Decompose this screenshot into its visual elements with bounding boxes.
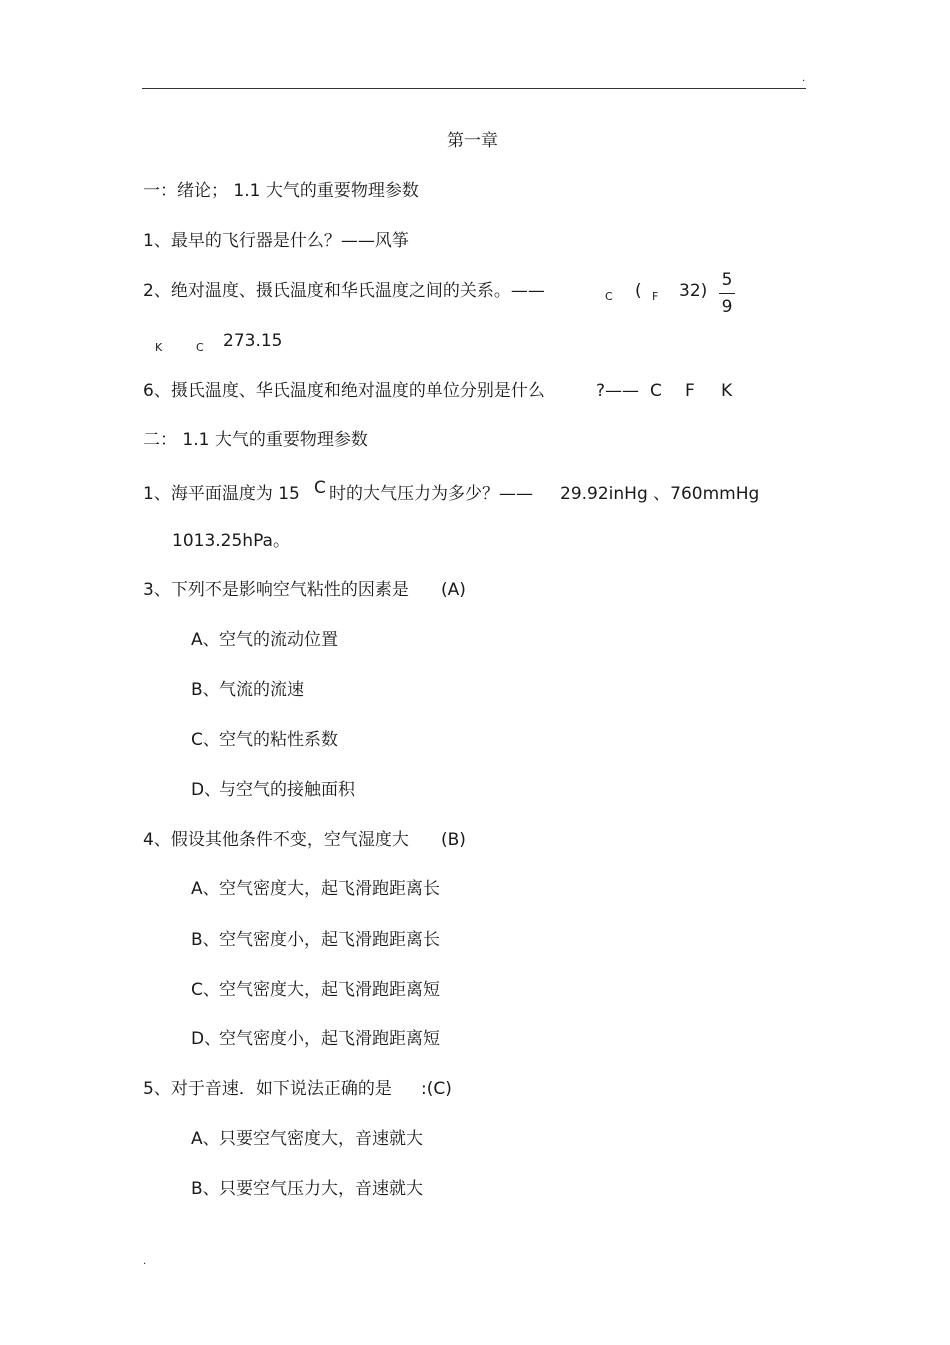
formula-sub-f: F: [652, 290, 659, 303]
option-text: 与空气的接触面积: [219, 780, 355, 800]
option-text: 空气密度大，起飞滑跑距离长: [219, 879, 440, 899]
formula-sub-k: K: [155, 341, 163, 354]
question-3: 3、下列不是影响空气粘性的因素是: [143, 580, 409, 600]
formula-value-32: 32): [679, 281, 708, 301]
chapter-title: 第一章: [447, 131, 498, 151]
section2-heading: 二： 1.1 大气的重要物理参数: [143, 430, 368, 450]
option-letter: A、: [191, 879, 220, 899]
question-6: 6、摄氏温度、华氏温度和绝对温度的单位分别是什么: [143, 381, 545, 401]
unit-kelvin: K: [721, 381, 733, 401]
option-text: 空气密度大，起飞滑跑距离短: [219, 980, 440, 1000]
question-4-answer: (B): [441, 830, 466, 850]
fraction-bar: [719, 293, 735, 294]
unit-celsius: C: [650, 381, 662, 401]
question-5-answer: :(C): [421, 1079, 452, 1099]
question-1b-answer-2: 1013.25hPa。: [172, 531, 290, 551]
unit-fahrenheit: F: [685, 381, 695, 401]
section1-heading: 一：绪论； 1.1 大气的重要物理参数: [143, 181, 419, 201]
question-3-answer: (A): [441, 580, 466, 600]
question-4: 4、假设其他条件不变，空气湿度大: [143, 830, 409, 850]
formula-sub-c: C: [605, 290, 613, 303]
option-text: 空气的流动位置: [219, 630, 338, 650]
question-1b-post: 时的大气压力为多少？——: [329, 484, 533, 504]
option-text: 空气密度小，起飞滑跑距离短: [219, 1029, 440, 1049]
option-text: 空气密度小，起飞滑跑距离长: [219, 930, 440, 950]
header-rule: [142, 88, 806, 89]
option-letter: A、: [191, 1129, 220, 1149]
option-letter: B、: [191, 930, 220, 950]
option-letter: B、: [191, 680, 220, 700]
fraction-numerator: 5: [721, 270, 733, 290]
question-2: 2、绝对温度、摄氏温度和华氏温度之间的关系。——: [143, 281, 545, 301]
formula-value-273: 273.15: [223, 331, 283, 351]
header-corner-mark: .: [802, 73, 806, 84]
option-letter: A、: [191, 630, 220, 650]
question-1b-pre: 1、海平面温度为 15: [143, 484, 300, 504]
option-text: 空气的粘性系数: [219, 730, 338, 750]
question-1b-answer-1: 29.92inHg 、760mmHg: [560, 484, 760, 504]
option-letter: D、: [191, 780, 222, 800]
option-letter: B、: [191, 1179, 220, 1199]
question-5: 5、对于音速．如下说法正确的是: [143, 1079, 392, 1099]
option-letter: C、: [191, 730, 220, 750]
option-letter: C、: [191, 980, 220, 1000]
question-1b-unit: C: [314, 478, 326, 498]
option-text: 气流的流速: [219, 680, 304, 700]
formula-sub-c2: C: [196, 341, 204, 354]
footer-corner-mark: .: [143, 1256, 147, 1267]
option-letter: D、: [191, 1029, 222, 1049]
fraction-denominator: 9: [721, 297, 733, 317]
option-text: 只要空气密度大，音速就大: [219, 1129, 423, 1149]
formula-fraction: [719, 270, 735, 317]
question-6-answer: ?——: [596, 381, 640, 401]
option-text: 只要空气压力大，音速就大: [219, 1179, 423, 1199]
question-1: 1、最早的飞行器是什么？——风筝: [143, 231, 409, 251]
formula-paren: (: [635, 281, 642, 301]
